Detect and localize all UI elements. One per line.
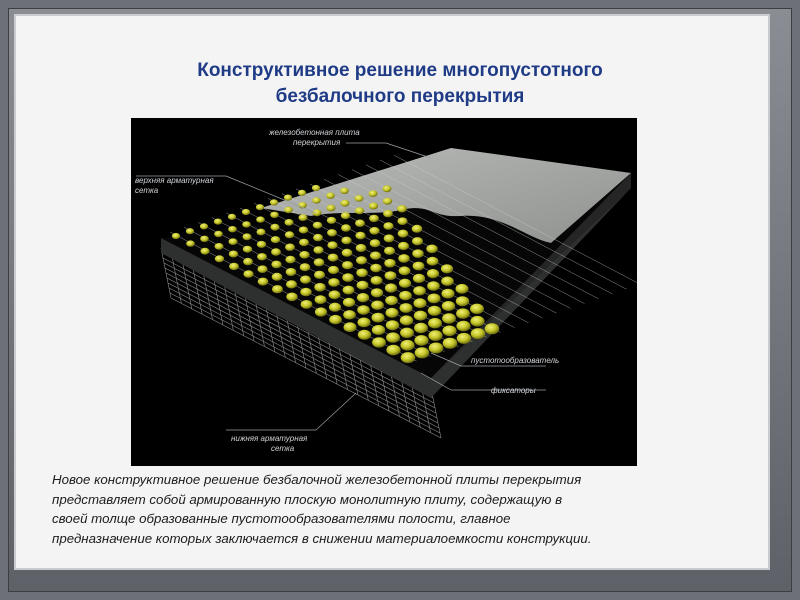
label-upper-mesh-2: сетка: [135, 186, 159, 195]
label-void-former: пустотообразователь: [471, 356, 560, 365]
title-line-1: Конструктивное решение многопустотного: [197, 60, 603, 81]
label-slab-1: железобетонная плита: [269, 128, 360, 137]
label-fixators: фиксаторы: [491, 386, 536, 395]
label-lower-mesh-1: нижняя арматурная: [231, 434, 308, 443]
caption-line-3: своей толще образованные пустотообразователями полости, главное: [52, 511, 511, 526]
caption-line-4: предназначение которых заключается в снижении материалоемкости конструкции.: [52, 530, 592, 546]
slide-caption: [52, 470, 752, 548]
caption-line-2: представляет собой армированную плоскую монолитную плиту, содержащую в: [52, 491, 563, 507]
label-lower-mesh-2: сетка: [271, 444, 295, 453]
caption-line-1: Новое конструктивное решение безбалочной железобетонной плиты перекрытия: [52, 472, 582, 487]
label-slab-2: перекрытия: [293, 138, 341, 147]
slide-title: [0, 58, 800, 110]
title-line-2: безбалочного перекрытия: [275, 86, 525, 107]
floor-slab-illustration: [131, 118, 637, 466]
label-upper-mesh-1: верхняя арматурная: [135, 176, 214, 185]
